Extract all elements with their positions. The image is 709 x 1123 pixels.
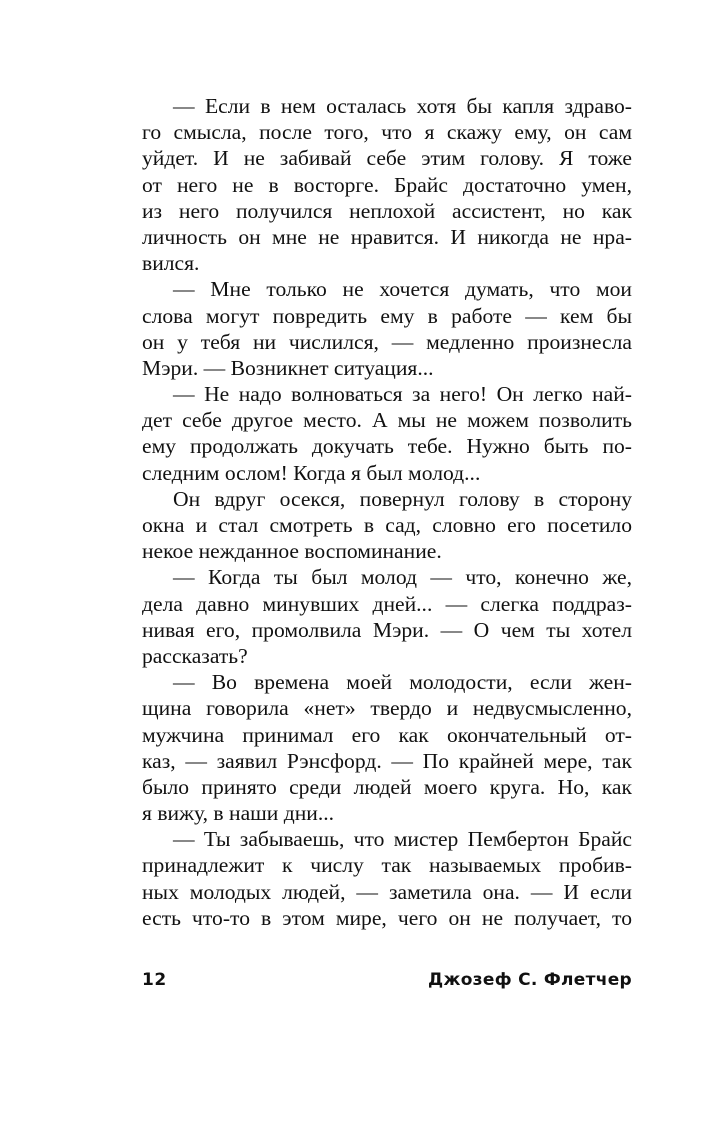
text-line: Он вдруг осекся, повернул голову в сторону [173, 486, 632, 511]
text-line: ных молодых людей, — заметила она. — И если [142, 879, 632, 904]
page-footer [142, 970, 632, 998]
text-line: — Во времена моей молодости, если жен- [173, 670, 632, 695]
text-line: есть что-то в этом мире, чего он не получает, то [142, 905, 632, 930]
text-line: дет себе другое место. А мы не можем позволить [142, 408, 632, 433]
text-line: личность он мне не нравится. И никогда не нра- [142, 224, 632, 249]
text-line: некое нежданное воспоминание. [142, 539, 442, 564]
text-line: — Ты забываешь, что мистер Пембертон Брайс [173, 827, 632, 852]
text-line: слова могут повредить ему в работе — кем бы [142, 303, 632, 328]
text-line: вился. [142, 251, 200, 276]
text-line: из него получился неплохой ассистент, но как [142, 198, 632, 223]
running-author: Джозеф С. Флетчер [428, 970, 632, 990]
text-line: было принято среди людей моего круга. Но, как [142, 774, 632, 799]
text-line: дела давно минувших дней... — слегка поддраз- [142, 591, 632, 616]
text-line: — Мне только не хочется думать, что мои [173, 277, 632, 302]
text-line: следним ослом! Когда я был молод... [142, 460, 481, 485]
text-line: Мэри. — Возникнет ситуация... [142, 355, 434, 380]
text-line: каз, — заявил Рэнсфорд. — По крайней мере, так [142, 748, 632, 773]
text-line: уйдет. И не забивай себе этим голову. Я тоже [142, 146, 632, 171]
text-line: го смысла, после того, что я скажу ему, он сам [142, 120, 632, 145]
text-line: щина говорила «нет» твердо и недвусмысленно, [142, 696, 632, 721]
text-line: рассказать? [142, 643, 248, 668]
text-line: мужчина принимал его как окончательный от- [142, 722, 632, 747]
body-text [142, 93, 632, 931]
page-number: 12 [142, 970, 167, 990]
text-line: принадлежит к числу так называемых пробив- [142, 853, 632, 878]
text-line: — Когда ты был молод — что, конечно же, [173, 565, 632, 590]
text-line: окна и стал смотреть в сад, словно его посетило [142, 513, 632, 537]
text-line: — Если в нем осталась хотя бы капля здраво- [173, 94, 632, 118]
text-line: от него не в восторге. Брайс достаточно умен, [142, 172, 632, 197]
text-line: он у тебя ни числился, — медленно произнесла [142, 329, 632, 354]
text-line: нивая его, промолвила Мэри. — О чем ты хотел [142, 617, 632, 642]
text-line: я вижу, в наши дни... [142, 801, 335, 826]
text-line: — Не надо волноваться за него! Он легко най- [173, 382, 632, 407]
text-line: ему продолжать докучать тебе. Нужно быть по- [142, 434, 632, 459]
